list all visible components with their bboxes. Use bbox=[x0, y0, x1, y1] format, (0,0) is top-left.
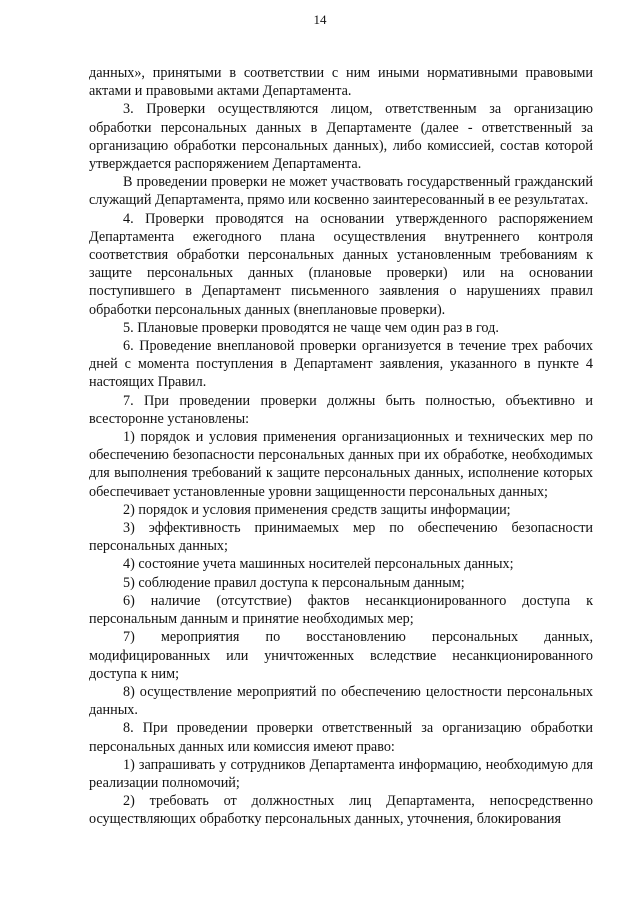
subitem-8-2: 2) требовать от должностных лиц Департамента, непосредственно осуществляющих обработку персональных данных, уточнения, блокирования bbox=[89, 793, 593, 828]
subitem-7-5: 5) соблюдение правил доступа к персональным данным; bbox=[123, 574, 465, 591]
paragraph-item-8: 8. При проведении проверки ответственный за организацию обработки персональных данных или комиссия имеют право: bbox=[89, 720, 593, 755]
paragraph-item-7: 7. При проведении проверки должны быть полностью, объективно и всесторонне установлены: bbox=[89, 392, 593, 427]
subitem-7-1: 1) порядок и условия применения организационных и технических мер по обеспечению безопасности персональных данных при их обработке, необходимых для выполнения требований к защите персональных данных, исполнение которых обеспечивает установленные уровни защищенности персональных данных; bbox=[89, 429, 593, 500]
subitem-7-3: 3) эффективность принимаемых мер по обеспечению безопасности персональных данных; bbox=[89, 520, 593, 555]
subitem-7-7: 7) мероприятия по восстановлению персональных данных, модифицированных или уничтоженных вследствие несанкционированного доступа к ним; bbox=[89, 629, 593, 682]
document-body bbox=[89, 64, 593, 829]
subitem-7-6: 6) наличие (отсутствие) фактов несанкционированного доступа к персональным данным и принятие необходимых мер; bbox=[89, 592, 593, 628]
subitem-7-2: 2) порядок и условия применения средств защиты информации; bbox=[123, 501, 511, 518]
subitem-7-4: 4) состояние учета машинных носителей персональных данных; bbox=[123, 556, 514, 573]
paragraph-item-6: 6. Проведение внеплановой проверки организуется в течение трех рабочих дней с момента поступления в Департамент заявления, указанного в пункте 4 настоящих Правил. bbox=[89, 338, 593, 391]
subitem-8-1: 1) запрашивать у сотрудников Департамента информацию, необходимую для реализации полномочий; bbox=[89, 756, 593, 791]
paragraph-conflict-of-interest: В проведении проверки не может участвовать государственный гражданский служащий Департамента, прямо или косвенно заинтересованный в ее результатах. bbox=[89, 174, 593, 209]
paragraph-item-5: 5. Плановые проверки проводятся не чаще чем один раз в год. bbox=[123, 319, 499, 336]
paragraph-continuation: данных», принятыми в соответствии с ним иными нормативными правовыми актами и правовыми актами Департамента. bbox=[89, 65, 593, 100]
paragraph-item-3: 3. Проверки осуществляются лицом, ответственным за организацию обработки персональных данных в Департаменте (далее - ответственный за организацию обработки персональных данных), либо комиссией, состав которой утверждается распоряжением Департамента. bbox=[89, 101, 593, 173]
subitem-7-8: 8) осуществление мероприятий по обеспечению целостности персональных данных. bbox=[89, 683, 593, 719]
page-number: 14 bbox=[313, 12, 327, 27]
paragraph-item-4: 4. Проверки проводятся на основании утвержденного распоряжением Департамента ежегодного плана осуществления внутреннего контроля соответствия обработки персональных данных установленным требованиям к защите персональных данных (плановые проверки) или на основании поступившего в Департамент письменного заявления о нарушениях правил обработки персональных данных (внеплановые проверки). bbox=[89, 210, 593, 318]
